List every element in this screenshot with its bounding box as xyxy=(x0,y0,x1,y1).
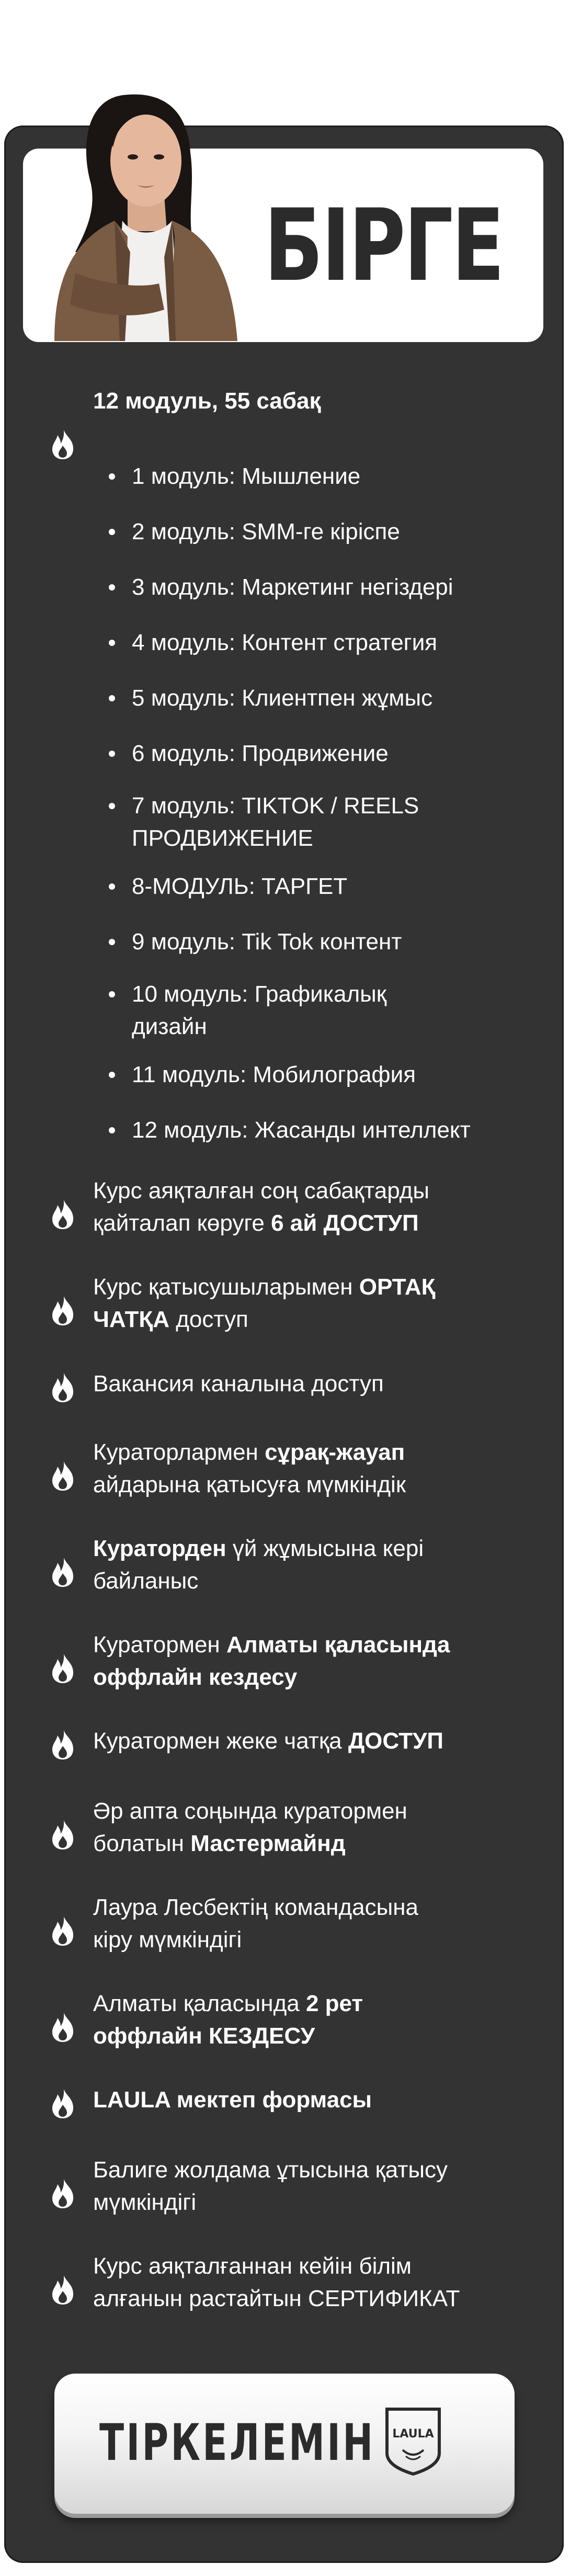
benefit-line xyxy=(93,1206,419,1241)
benefit-text: Курс аяқталғаннан кейін білім xyxy=(93,2253,412,2279)
module-item: 9 модуль: Tik Tok контент xyxy=(132,929,402,955)
flame-icon xyxy=(48,1557,77,1588)
benefit-line xyxy=(93,1826,346,1861)
benefit-highlight: оффлайн кездесу xyxy=(93,1664,298,1690)
flame-icon xyxy=(48,1729,77,1761)
benefit-line xyxy=(93,1628,450,1662)
module-item: 12 модуль: Жасанды интеллект xyxy=(132,1117,471,1143)
dot-icon xyxy=(109,883,115,890)
benefit-line xyxy=(93,2185,196,2220)
benefit-text: Кураторлармен xyxy=(93,1439,265,1465)
flame-icon xyxy=(48,1199,77,1230)
benefit-text: алғанын растайтын СЕРТИФИКАТ xyxy=(93,2286,460,2311)
benefit-line xyxy=(93,2083,372,2117)
flame-icon xyxy=(48,1819,77,1851)
benefit-line xyxy=(93,1890,418,1925)
benefit-highlight: ДОСТУП xyxy=(348,1728,443,1754)
benefit-text: Балиге жолдама ұтысына қатысу xyxy=(93,2157,448,2183)
flame-icon xyxy=(48,1295,77,1326)
benefit-text: Куратормен жеке чатқа xyxy=(93,1728,348,1754)
flame-icon xyxy=(48,1372,77,1403)
dot-icon xyxy=(109,584,115,591)
dot-icon xyxy=(109,1127,115,1133)
module-item: дизайн xyxy=(132,1014,207,1039)
course-headline: 12 модуль, 55 сабақ xyxy=(93,388,321,414)
register-button-label[interactable]: ТІРКЕЛЕМІН xyxy=(99,2413,375,2472)
benefit-text: қайталап көруге xyxy=(93,1210,271,1236)
module-item: ПРОДВИЖЕНИЕ xyxy=(132,825,313,851)
presenter-portrait xyxy=(23,64,274,341)
benefit-highlight: ЧАТҚА xyxy=(93,1307,170,1332)
benefit-text: кіру мүмкіндігі xyxy=(93,1927,242,1953)
module-item: 2 модуль: SMM-ге кіріспе xyxy=(132,519,400,544)
page-title: БІРГЕ xyxy=(264,188,503,303)
dot-icon xyxy=(109,751,115,757)
benefit-text: айдарына қатысуға мүмкіндік xyxy=(93,1472,406,1497)
benefit-text: болатын xyxy=(93,1831,191,1856)
benefit-highlight: 6 ай ДОСТУП xyxy=(271,1210,419,1236)
benefit-highlight: LAULA мектеп формасы xyxy=(93,2087,372,2113)
benefit-line xyxy=(93,2249,412,2284)
benefit-highlight: сұрақ-жауап xyxy=(265,1439,405,1465)
flame-icon xyxy=(48,2088,77,2119)
benefit-line xyxy=(93,1174,429,1208)
benefit-text: Вакансия каналына доступ xyxy=(93,1371,384,1397)
flame-icon xyxy=(48,1653,77,1684)
benefit-highlight: Кураторден xyxy=(93,1536,226,1561)
benefit-line xyxy=(93,1468,406,1502)
benefit-line xyxy=(93,1302,248,1337)
benefit-line xyxy=(93,1660,297,1695)
dot-icon xyxy=(109,803,115,809)
module-item: 6 модуль: Продвижение xyxy=(132,741,389,766)
benefit-text: Лаура Лесбектің командасына xyxy=(93,1894,419,1920)
dot-icon xyxy=(109,473,115,480)
benefit-line xyxy=(93,1987,363,2021)
benefit-text: үй жұмысына кері xyxy=(226,1536,424,1561)
benefit-line xyxy=(93,1435,405,1470)
benefit-text: доступ xyxy=(169,1307,248,1332)
module-item: 4 модуль: Контент стратегия xyxy=(132,630,438,655)
benefit-highlight: 2 рет xyxy=(305,1991,363,2016)
benefit-text: Алматы қаласында xyxy=(93,1991,306,2016)
module-item: 7 модуль: TIKTOK / REELS xyxy=(132,793,419,819)
benefit-line xyxy=(93,1923,242,1957)
benefit-line xyxy=(93,1270,436,1304)
benefit-text: мүмкіндігі xyxy=(93,2189,197,2215)
benefit-line xyxy=(93,1724,443,1758)
benefit-line xyxy=(93,1531,424,1566)
benefit-line xyxy=(93,2153,448,2187)
benefit-line xyxy=(93,1564,198,1598)
module-item: 1 модуль: Мышление xyxy=(132,463,361,489)
module-item: 3 модуль: Маркетинг негіздері xyxy=(132,574,453,600)
benefit-line xyxy=(93,1367,384,1401)
module-item: 10 модуль: Графикалық xyxy=(132,981,386,1007)
benefit-line xyxy=(93,2019,315,2053)
benefit-highlight: ОРТАҚ xyxy=(359,1274,436,1300)
benefit-highlight: Мастермайнд xyxy=(190,1831,346,1856)
flame-icon xyxy=(48,2274,77,2306)
benefit-highlight: оффлайн КЕЗДЕСУ xyxy=(93,2023,315,2049)
benefit-highlight: Алматы қаласында xyxy=(226,1632,450,1658)
module-item: 11 модуль: Мобилография xyxy=(132,1062,416,1087)
flame-icon xyxy=(48,1915,77,1947)
benefit-line xyxy=(93,2282,460,2316)
dot-icon xyxy=(109,1072,115,1078)
dot-icon xyxy=(109,640,115,646)
benefit-text: Курс аяқталған соң сабақтарды xyxy=(93,1178,429,1204)
flame-icon xyxy=(48,2012,77,2043)
flame-icon xyxy=(48,2178,77,2209)
logo-text: LAULA xyxy=(392,2427,434,2441)
benefit-text: Курс қатысушыларымен xyxy=(93,1274,359,1300)
benefit-text: байланыс xyxy=(93,1568,199,1594)
flame-icon xyxy=(48,429,77,460)
dot-icon xyxy=(109,991,115,997)
dot-icon xyxy=(109,529,115,535)
benefit-text: Әр апта соңында куратормен xyxy=(93,1798,407,1824)
dot-icon xyxy=(109,939,115,945)
benefit-text: Куратормен xyxy=(93,1632,226,1658)
flame-icon xyxy=(48,1460,77,1492)
module-item: 5 модуль: Клиентпен жұмыс xyxy=(132,685,433,711)
module-item: 8-МОДУЛЬ: ТАРГЕТ xyxy=(132,873,348,899)
laula-logo xyxy=(382,2405,444,2476)
benefit-line xyxy=(93,1794,407,1829)
dot-icon xyxy=(109,695,115,701)
